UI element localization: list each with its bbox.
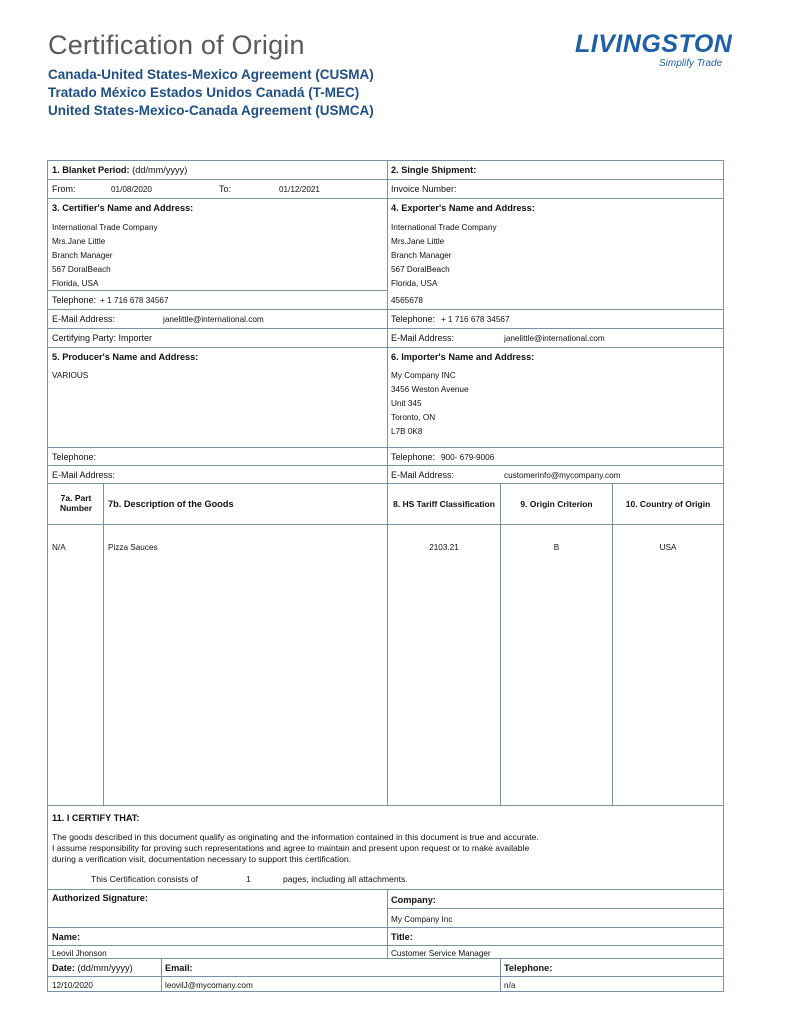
certify-paragraph: The goods described in this document qualify as originating and the information contained in this document is true and accurate. [52, 832, 539, 842]
importer-label: 6. Importer's Name and Address: [391, 352, 535, 362]
certifier-telephone: + 1 716 678 34567 [100, 296, 169, 305]
importer-line: Unit 345 [391, 399, 422, 408]
certifier-label: 3. Certifier's Name and Address: [52, 203, 194, 213]
document-title: Certification of Origin [48, 30, 305, 60]
pages-suffix: pages, including all attachments. [283, 874, 408, 884]
certifier-telephone-label: Telephone: [52, 295, 97, 305]
certify-paragraph: during a verification visit, documentation necessary to support this certification. [52, 854, 352, 864]
from-date: 01/08/2020 [111, 185, 152, 194]
date-value: 12/10/2020 [52, 981, 93, 990]
logo-brand: LIVINGSTON [575, 30, 733, 58]
from-label: From: [52, 184, 76, 194]
certification-form [47, 160, 724, 992]
exporter-telephone: + 1 716 678 34567 [441, 315, 510, 324]
livingston-logo [575, 30, 735, 74]
name-label: Name: [52, 932, 81, 942]
certifier-email-label: E-Mail Address: [52, 314, 116, 324]
exporter-line: Florida, USA [391, 279, 438, 288]
importer-email: customerinfo@mycompany.com [504, 471, 621, 480]
exporter-id-number: 4565678 [391, 296, 423, 305]
importer-line: L7B 0K8 [391, 427, 423, 436]
telephone-value: n/a [504, 981, 516, 990]
blanket-period-label: 1. Blanket Period: (dd/mm/yyyy) [52, 165, 188, 175]
subtitle-usmca: United States-Mexico-Canada Agreement (USMCA) [48, 103, 374, 118]
name-value: Leovil Jhonson [52, 949, 107, 958]
row-hs-code: 2103.21 [429, 543, 459, 552]
exporter-line: International Trade Company [391, 223, 497, 232]
importer-line: 3456 Weston Avenue [391, 385, 469, 394]
col-origin-criterion: 9. Origin Criterion [520, 499, 593, 509]
col-part-number: 7a. Part Number [59, 493, 93, 513]
subtitle-tmec: Tratado México Estados Unidos Canadá (T-MEC) [48, 85, 360, 100]
subtitle-cusma: Canada-United States-Mexico Agreement (CUSMA) [48, 67, 374, 82]
authorized-signature-label: Authorized Signature: [52, 893, 148, 903]
col-description: 7b. Description of the Goods [108, 499, 234, 509]
certify-paragraph: I assume responsibility for proving such representations and agree to maintain and present upon request or to make available [52, 843, 530, 853]
to-label: To: [219, 184, 232, 194]
certifier-email: janelittle@international.com [163, 315, 264, 324]
producer-telephone-label: Telephone: [52, 452, 97, 462]
exporter-telephone-label: Telephone: [391, 314, 436, 324]
exporter-line: 567 DoralBeach [391, 265, 450, 274]
exporter-line: Mrs.Jane Little [391, 237, 445, 246]
importer-telephone-label: Telephone: [391, 452, 436, 462]
certifier-line: 567 DoralBeach [52, 265, 111, 274]
col-country-origin: 10. Country of Origin [625, 499, 711, 509]
row-description: Pizza Sauces [108, 543, 158, 552]
company-value: My Company Inc [391, 915, 453, 924]
logo-tagline: Simplify Trade [659, 58, 723, 69]
date-label: Date: (dd/mm/yyyy) [52, 963, 133, 973]
exporter-label: 4. Exporter's Name and Address: [391, 203, 535, 213]
to-date: 01/12/2021 [279, 185, 320, 194]
producer-label: 5. Producer's Name and Address: [52, 352, 199, 362]
row-origin-criterion: B [553, 543, 560, 552]
title-label: Title: [391, 932, 413, 942]
row-country: USA [659, 543, 677, 552]
single-shipment-label: 2. Single Shipment: [391, 165, 477, 175]
importer-line: Toronto, ON [391, 413, 436, 422]
certifier-line: Mrs.Jane Little [52, 237, 106, 246]
col-hs-tariff: 8. HS Tariff Classification [393, 499, 495, 509]
row-part: N/A [52, 543, 66, 552]
importer-email-label: E-Mail Address: [391, 470, 455, 480]
exporter-line: Branch Manager [391, 251, 452, 260]
importer-line: My Company INC [391, 371, 456, 380]
pages-prefix: This Certification consists of [91, 874, 198, 884]
email-value: leovilJ@mycomany.com [165, 981, 253, 990]
importer-telephone: 900- 679-9006 [441, 453, 495, 462]
pages-count: 1 [246, 874, 251, 884]
invoice-number-label: Invoice Number: [391, 184, 457, 194]
certifier-line: Branch Manager [52, 251, 113, 260]
title-value: Customer Service Manager [391, 949, 491, 958]
producer-email-label: E-Mail Address: [52, 470, 116, 480]
certifier-line: International Trade Company [52, 223, 158, 232]
certify-label: 11. I CERTIFY THAT: [52, 813, 140, 823]
certifying-party: Certifying Party: Importer [52, 333, 153, 343]
exporter-email: janelittle@international.com [504, 334, 605, 343]
telephone-label: Telephone: [504, 963, 553, 973]
exporter-email-label: E-Mail Address: [391, 333, 455, 343]
email-label: Email: [165, 963, 193, 973]
producer-value: VARIOUS [52, 371, 89, 380]
certifier-line: Florida, USA [52, 279, 99, 288]
company-label: Company: [391, 895, 436, 905]
